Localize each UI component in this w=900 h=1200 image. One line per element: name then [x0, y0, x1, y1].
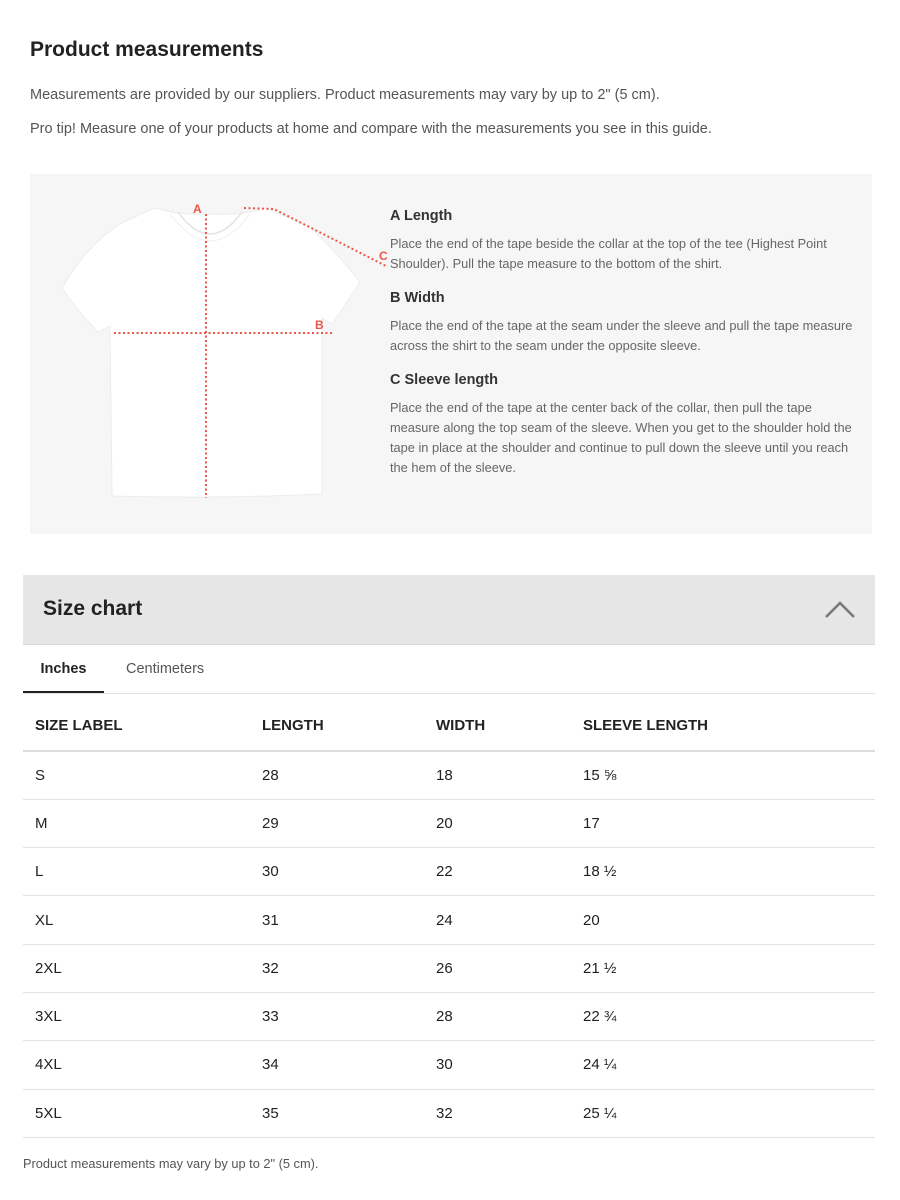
- table-row: [23, 1041, 875, 1089]
- sleeve-cell: 25 ¼: [571, 1089, 875, 1137]
- table-header-row: [23, 700, 875, 751]
- size-cell: L: [23, 848, 250, 896]
- table-row: [23, 944, 875, 992]
- size-cell: 2XL: [23, 944, 250, 992]
- label-c: C: [379, 249, 388, 263]
- sleeve-length-description: Place the end of the tape at the center back of the collar, then pull the tape measure along the top seam of the sleeve. When you get to the shoulder hold the tape in place at the shoulder and continue to pull down the sleeve until you reach the hem of the sleeve.: [390, 400, 852, 475]
- chevron-up-icon[interactable]: [823, 597, 857, 621]
- table-row: [23, 1089, 875, 1137]
- width-cell: 18: [424, 751, 571, 799]
- table-row: [23, 799, 875, 847]
- size-chart-title: Size chart: [43, 597, 143, 620]
- column-header-size-label: SIZE LABEL: [23, 700, 250, 751]
- size-chart-accordion-header[interactable]: [23, 575, 875, 645]
- size-cell: 5XL: [23, 1089, 250, 1137]
- length-cell: 35: [250, 1089, 424, 1137]
- tshirt-diagram: [60, 194, 388, 504]
- width-cell: 26: [424, 944, 571, 992]
- sleeve-cell: 17: [571, 799, 875, 847]
- tab-inches[interactable]: Inches: [23, 645, 104, 693]
- width-cell: 22: [424, 848, 571, 896]
- length-description: Place the end of the tape beside the collar at the top of the tee (Highest Point Shoulder). Pull the tape measure to the bottom of the shirt.: [390, 236, 827, 271]
- sleeve-cell: 22 ¾: [571, 992, 875, 1040]
- guide-text: [390, 208, 855, 494]
- label-a: A: [193, 202, 202, 216]
- size-table: [23, 700, 875, 1138]
- size-cell: 4XL: [23, 1041, 250, 1089]
- sleeve-cell: 24 ¼: [571, 1041, 875, 1089]
- width-cell: 32: [424, 1089, 571, 1137]
- length-cell: 28: [250, 751, 424, 799]
- column-header-length: LENGTH: [250, 700, 424, 751]
- length-cell: 32: [250, 944, 424, 992]
- size-cell: XL: [23, 896, 250, 944]
- size-chart-footnote: Product measurements may vary by up to 2" (5 cm).: [23, 1156, 319, 1171]
- length-cell: 29: [250, 799, 424, 847]
- measurement-guide: [30, 174, 872, 534]
- sleeve-length-heading: C Sleeve length: [390, 372, 498, 388]
- intro-paragraph: Measurements are provided by our suppliers. Product measurements may vary by up to 2" (5 cm).: [30, 87, 660, 103]
- length-cell: 34: [250, 1041, 424, 1089]
- sleeve-cell: 20: [571, 896, 875, 944]
- size-cell: 3XL: [23, 992, 250, 1040]
- width-cell: 24: [424, 896, 571, 944]
- sleeve-cell: 15 ⅝: [571, 751, 875, 799]
- width-cell: 20: [424, 799, 571, 847]
- width-cell: 28: [424, 992, 571, 1040]
- label-b: B: [315, 318, 324, 332]
- sleeve-cell: 18 ½: [571, 848, 875, 896]
- table-row: [23, 896, 875, 944]
- unit-tabs: [23, 645, 875, 694]
- width-description: Place the end of the tape at the seam under the sleeve and pull the tape measure across the shirt to the seam under the opposite sleeve.: [390, 318, 853, 353]
- length-cell: 33: [250, 992, 424, 1040]
- intro-tip: Pro tip! Measure one of your products at home and compare with the measurements you see in this guide.: [30, 121, 712, 137]
- length-cell: 30: [250, 848, 424, 896]
- table-row: [23, 751, 875, 799]
- table-row: [23, 848, 875, 896]
- width-heading: B Width: [390, 290, 445, 306]
- length-heading: A Length: [390, 208, 453, 224]
- size-cell: S: [23, 751, 250, 799]
- sleeve-cell: 21 ½: [571, 944, 875, 992]
- table-row: [23, 992, 875, 1040]
- tab-centimeters[interactable]: Centimeters: [126, 661, 205, 677]
- tshirt-shape: [62, 208, 360, 497]
- page-title: Product measurements: [30, 38, 264, 61]
- width-cell: 30: [424, 1041, 571, 1089]
- column-header-width: WIDTH: [424, 700, 571, 751]
- length-cell: 31: [250, 896, 424, 944]
- size-cell: M: [23, 799, 250, 847]
- column-header-sleeve-length: SLEEVE LENGTH: [571, 700, 875, 751]
